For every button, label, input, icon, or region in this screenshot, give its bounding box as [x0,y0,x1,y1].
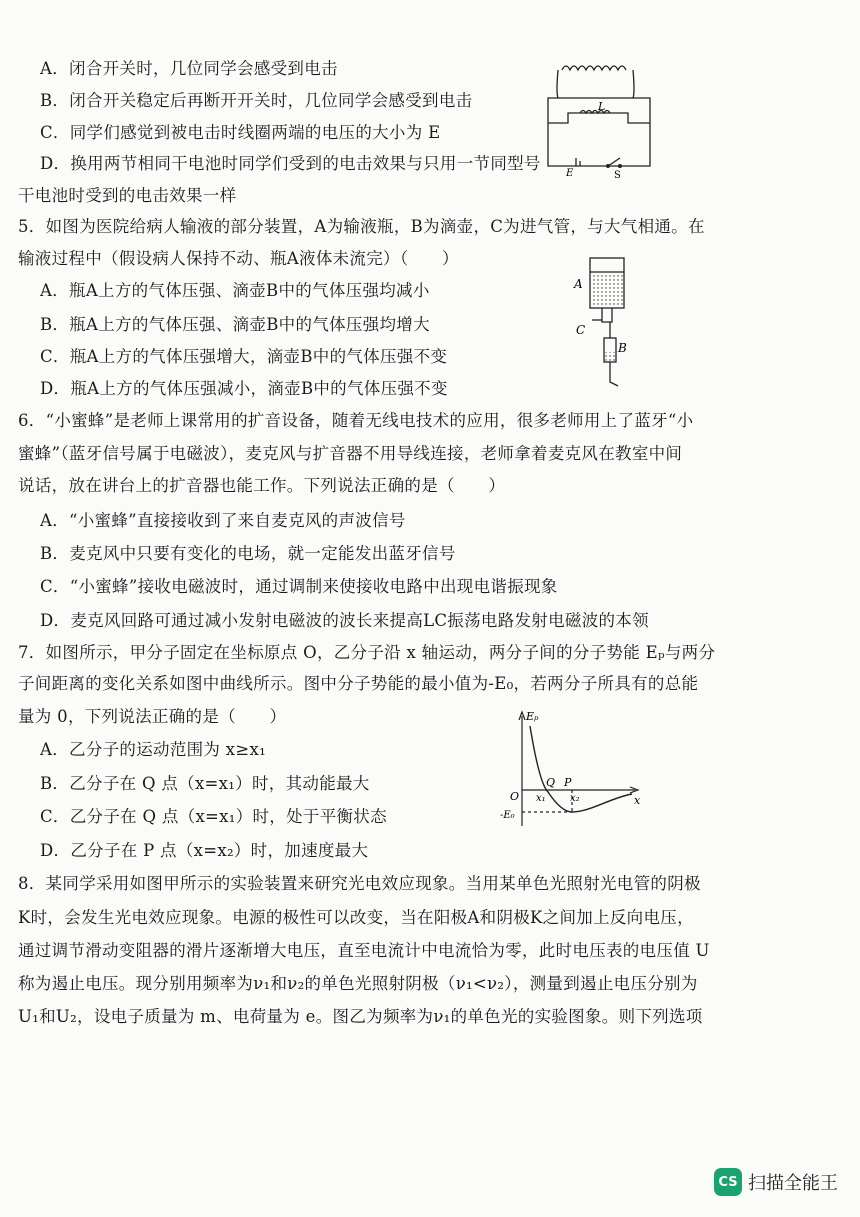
q6-option-d: D．麦克风回路可通过减小发射电磁波的波长来提高LC振荡电路发射电磁波的本领 [40,611,649,630]
q5-stem-line2: 输液过程中（假设病人保持不动、瓶A液体未流完）（ ） [18,249,459,268]
q8-line4: 称为遏止电压。现分别用频率为ν₁和ν₂的单色光照射阴极（ν₁<ν₂），测量到遏止电压分别为 [18,974,698,993]
switch-label: S [614,170,621,178]
q6-stem-line2: 蜜蜂”（蓝牙信号属于电磁波），麦克风与扩音器不用导线连接，老师拿着麦克风在教室中间 [18,444,683,463]
q8-line3: 通过调节滑动变阻器的滑片逐渐增大电压，直至电流计中电流恰为零，此时电压表的电压值 U [18,941,710,960]
q7-option-c: C．乙分子在 Q 点（x=x₁）时，处于平衡状态 [40,807,387,826]
point-q-label: Q [546,776,556,789]
x1-label: x₁ [536,793,546,804]
q5-option-d: D．瓶A上方的气体压强减小，滴壶B中的气体压强不变 [40,379,448,398]
q6-option-a: A．“小蜜蜂”直接接收到了来自麦克风的声波信号 [40,511,406,530]
bottle-a-label: A [574,277,583,291]
camscanner-logo-icon: CS [714,1168,742,1196]
x2-label: x₂ [570,793,580,804]
q7-stem-line2: 子间距离的变化关系如图中曲线所示。图中分子势能的最小值为-E₀，若两分子所具有的总能 [18,674,699,693]
inductor-circuit-figure [538,48,668,178]
q4-option-b: B．闭合开关稳定后再断开开关时，几位同学会感受到电击 [40,91,473,110]
q7-option-a: A．乙分子的运动范围为 x≥x₁ [40,740,267,759]
q4-option-d: D．换用两节相同干电池时同学们受到的电击效果与只用一节同型号 [40,154,541,173]
camscanner-name: 扫描全能王 [748,1173,838,1194]
q7-stem-line3: 量为 0，下列说法正确的是（ ） [18,707,287,726]
q5-stem-line1: 5．如图为医院给病人输液的部分装置，A为输液瓶，B为滴壶，C为进气管，与大气相通。在 [18,217,705,236]
q8-line2: K时，会发生光电效应现象。电源的极性可以改变，当在阳极A和阴极K之间加上反向电压， [18,908,694,927]
y-axis-label: Eₚ [526,710,539,723]
q8-line1: 8．某同学采用如图甲所示的实验装置来研究光电效应现象。当用某单色光照射光电管的阴极 [18,874,701,893]
camscanner-watermark [714,1168,838,1196]
iv-drip-figure [572,250,642,390]
drip-b-label: B [618,341,627,355]
point-p-label: P [564,776,572,789]
potential-energy-graph [500,708,645,833]
q4-option-d-cont: 干电池时受到的电击效果一样 [18,186,237,205]
battery-label: E [566,168,574,178]
q4-option-a: A．闭合开关时，几位同学会感受到电击 [40,59,338,78]
q6-stem-line1: 6．“小蜜蜂”是老师上课常用的扩音设备，随着无线电技术的应用，很多老师用上了蓝牙“小 [18,411,694,430]
min-energy-label: -E₀ [500,810,515,821]
q5-option-c: C．瓶A上方的气体压强增大，滴壶B中的气体压强不变 [40,347,448,366]
q5-option-b: B．瓶A上方的气体压强、滴壶B中的气体压强均增大 [40,315,430,334]
q5-option-a: A．瓶A上方的气体压强、滴壶B中的气体压强均减小 [40,281,430,300]
q6-option-c: C．“小蜜蜂”接收电磁波时，通过调制来使接收电路中出现电谐振现象 [40,577,558,596]
q7-option-b: B．乙分子在 Q 点（x=x₁）时，其动能最大 [40,774,370,793]
x-axis-label: x [634,794,641,807]
q7-stem-line1: 7．如图所示，甲分子固定在坐标原点 O，乙分子沿 x 轴运动，两分子间的分子势能 Eₚ与两分 [18,643,716,662]
inductor-label: L [598,100,606,113]
q6-stem-line3: 说话，放在讲台上的扩音器也能工作。下列说法正确的是（ ） [18,476,506,495]
origin-label: O [510,790,520,803]
q6-option-b: B．麦克风中只要有变化的电场，就一定能发出蓝牙信号 [40,544,456,563]
q8-line5: U₁和U₂，设电子质量为 m、电荷量为 e。图乙为频率为ν₁的单色光的实验图象。则下列选项 [18,1007,703,1026]
q7-option-d: D．乙分子在 P 点（x=x₂）时，加速度最大 [40,841,369,860]
q4-option-c: C．同学们感觉到被电击时线圈两端的电压的大小为 E [40,123,441,142]
tube-c-label: C [576,323,586,337]
